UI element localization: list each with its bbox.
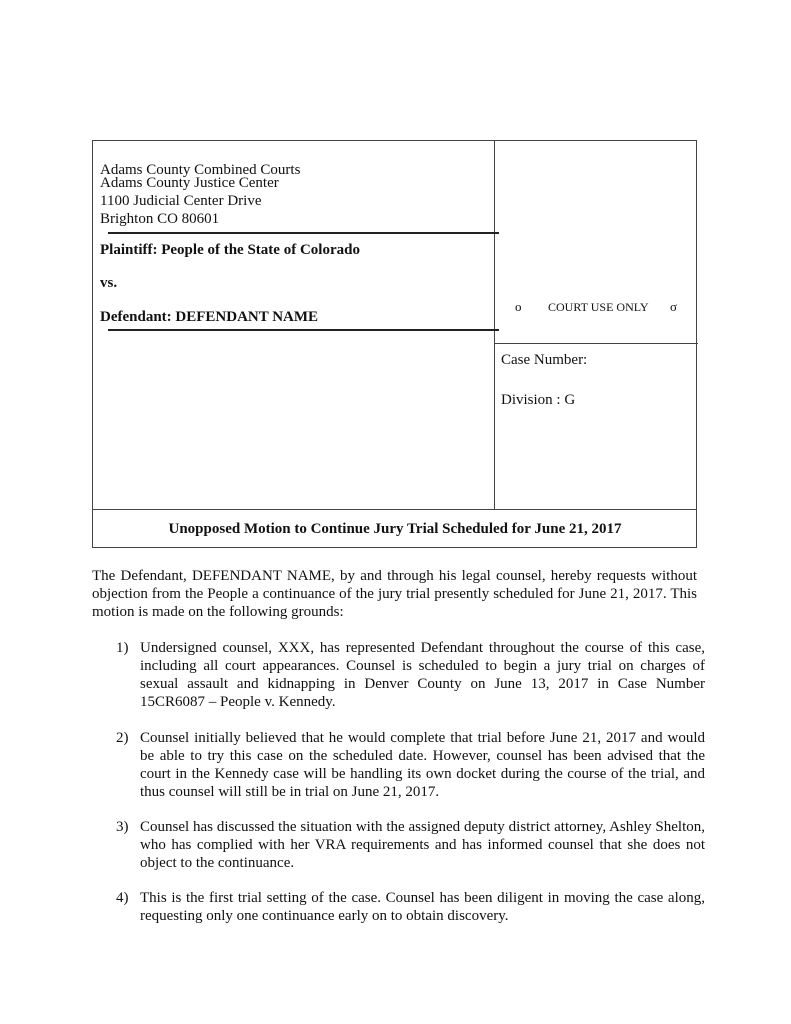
motion-title: Unopposed Motion to Continue Jury Trial Scheduled for June 21, 2017 (168, 521, 622, 537)
court-use-right-mark: σ (670, 299, 678, 314)
ground-item (116, 729, 705, 801)
ground-text: This is the first trial setting of the case. Counsel has been diligent in moving the case along, requesting only one continuance early on to obtain discovery. (140, 890, 705, 924)
court-address (100, 162, 300, 228)
ground-text: Undersigned counsel, XXX, has represented Defendant throughout the course of this case, including all court appearances. Counsel is scheduled to begin a jury trial on charges of sexual assault and kidnapping in Denver County on June 13, 2017 in Case Number 15CR6087 – People v. Kennedy. (140, 640, 705, 710)
ground-item (116, 639, 705, 711)
plaintiff-line: Plaintiff: People of the State of Colorado (100, 242, 360, 258)
case-caption-box (92, 140, 697, 548)
defendant-line: Defendant: DEFENDANT NAME (100, 309, 319, 325)
case-number-label: Case Number: (501, 352, 588, 368)
ground-number: 4) (116, 890, 129, 906)
court-name: Adams County Combined Courts (100, 162, 301, 178)
versus-line: vs. (100, 275, 118, 291)
ground-text: Counsel has discussed the situation with the assigned deputy district attorney, Ashley Shelton, who has complied with her VRA requirements and has informed counsel that she does not object to the continuance. (140, 819, 705, 871)
caption-right-divider (494, 343, 698, 344)
parties-rule (108, 329, 499, 331)
ground-number: 2) (116, 730, 129, 746)
intro-paragraph: The Defendant, DEFENDANT NAME, by and through his legal counsel, hereby requests without objection from the People a continuance of the jury trial presently scheduled for June 21, 2017. This motion is made on the following grounds: (92, 568, 697, 620)
court-use-text: COURT USE ONLY (548, 300, 649, 314)
ground-item (116, 818, 705, 872)
court-city: Brighton CO 80601 (100, 211, 220, 227)
caption-bottom-divider (93, 509, 697, 510)
court-street: 1100 Judicial Center Drive (100, 193, 262, 209)
division-label: Division : G (501, 392, 576, 408)
court-use-left-mark: o (515, 299, 522, 314)
ground-item (116, 889, 705, 925)
ground-text: Counsel initially believed that he would complete that trial before June 21, 2017 and would be able to try this case on the scheduled date. However, counsel has been advised that the court in the Kennedy case will be handling its own docket during the course of the trial, and thus counsel will still be in trial on June 21, 2017. (140, 730, 705, 800)
ground-number: 1) (116, 640, 129, 656)
ground-number: 3) (116, 819, 129, 835)
court-center: Adams County Justice Center (100, 175, 279, 191)
caption-vertical-divider (494, 141, 495, 509)
address-rule (108, 232, 499, 234)
